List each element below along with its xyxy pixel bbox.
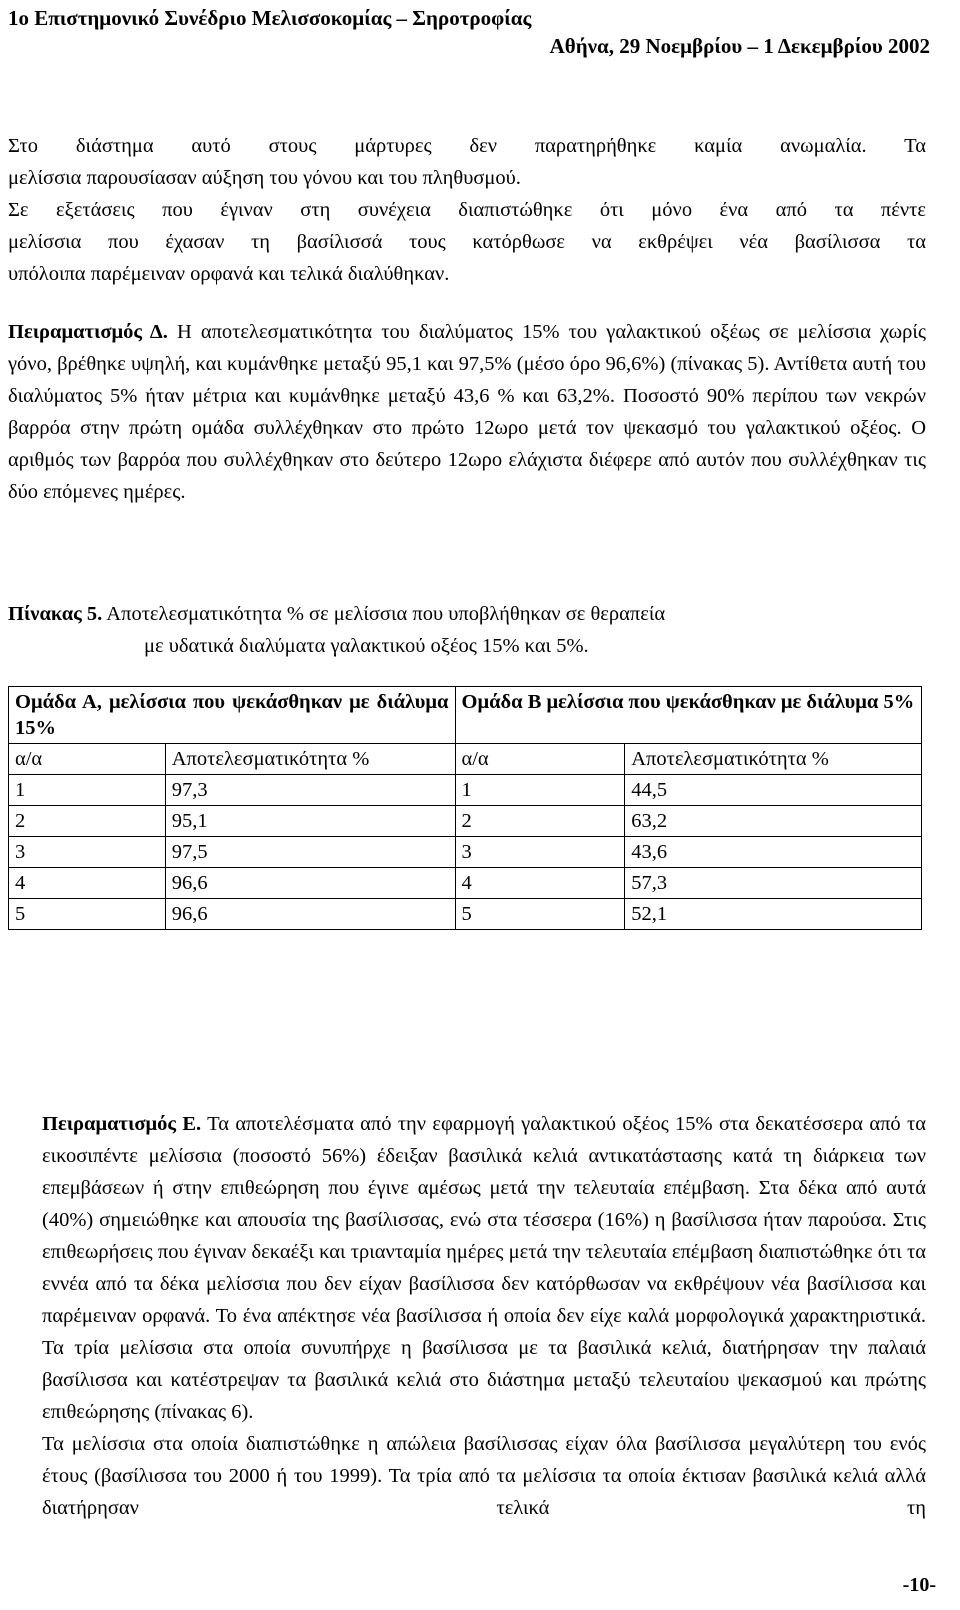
- col-header-num-a: α/α: [9, 744, 166, 775]
- results-table: [8, 686, 922, 930]
- experiment-d-text: Η αποτελεσματικότητα του διαλύματος 15% του γαλακτικού οξέως σε μελίσσια χωρίς γόνο, βρέθηκε υψηλή, και κυμάνθηκε μεταξύ 95,1 και 97,5% (μέσο όρο 96,6%) (πίνακας 5). Αντίθετα αυτή του διαλύματος 5% ήταν μέτρια και κυμάνθηκε μεταξύ 43,6 % και 63,2%. Ποσοστό 90% περίπου των νεκρών βαρρόα στην πρώτη ομάδα συλλέχθηκαν στο πρώτο 12ωρο μετά τον ψεκασμό του γαλακτικού οξέος. Ο αριθμός των βαρρόα που συλλέχθηκαν στο δεύτερο 12ωρο ελάχιστα διέφερε από αυτόν που συλλέχθηκαν τις δύο επόμενες ημέρες.: [8, 321, 927, 503]
- experiment-e-heading: Πειραματισμός Ε.: [42, 1113, 202, 1135]
- cell-b-val: 63,2: [625, 806, 922, 837]
- table-row: [9, 899, 922, 930]
- table-group-header-row: [9, 687, 922, 744]
- text-line: Στο διάστημα αυτό στους μάρτυρες δεν παρατηρήθηκε καμία ανωμαλία. Τα: [8, 135, 926, 157]
- table-row: [9, 775, 922, 806]
- table-row: [9, 806, 922, 837]
- header-conference-title: 1ο Επιστημονικό Συνέδριο Μελισσοκομίας – Σηροτροφίας: [8, 6, 532, 30]
- cell-a-num: 2: [9, 806, 166, 837]
- cell-b-val: 52,1: [625, 899, 922, 930]
- table-column-header-row: [9, 744, 922, 775]
- cell-b-val: 43,6: [625, 837, 922, 868]
- table-caption-line1: Αποτελεσματικότητα % σε μελίσσια που υποβλήθηκαν σε θεραπεία: [102, 603, 666, 625]
- cell-a-num: 5: [9, 899, 166, 930]
- group-b-header: Ομάδα Β μελίσσια που ψεκάσθηκαν με διάλυμα 5%: [455, 687, 922, 744]
- paragraph-experiment-e: [8, 1108, 926, 1524]
- cell-b-num: 3: [455, 837, 625, 868]
- cell-a-num: 1: [9, 775, 166, 806]
- cell-b-val: 44,5: [625, 775, 922, 806]
- cell-b-val: 57,3: [625, 868, 922, 899]
- cell-a-val: 97,5: [165, 837, 455, 868]
- col-header-num-b: α/α: [455, 744, 625, 775]
- cell-a-num: 3: [9, 837, 166, 868]
- text-line: υπόλοιπα παρέμειναν ορφανά και τελικά διαλύθηκαν.: [8, 263, 450, 285]
- group-a-header: Ομάδα Α, μελίσσια που ψεκάσθηκαν με διάλυμα 15%: [9, 687, 456, 744]
- cell-b-num: 1: [455, 775, 625, 806]
- cell-a-val: 95,1: [165, 806, 455, 837]
- table-row: [9, 868, 922, 899]
- text-line: μελίσσια παρουσίασαν αύξηση του γόνου και του πληθυσμού.: [8, 167, 521, 189]
- table-5-caption: [8, 598, 926, 662]
- text-line: Σε εξετάσεις που έγιναν στη συνέχεια διαπιστώθηκε ότι μόνο ένα από τα πέντε: [8, 199, 926, 221]
- table-caption-label: Πίνακας 5.: [8, 603, 103, 625]
- experiment-e-text-continued: Τα μελίσσια στα οποία διαπιστώθηκε η απώλεια βασίλισσας είχαν όλα βασίλισσα μεγαλύτερη του ενός έτους (βασίλισσα του 2000 ή του 1999). Τα τρία από τα μελίσσια τα οποία έκτισαν βασιλικά κελιά αλλά διατήρησαν τελικά τη: [42, 1433, 926, 1519]
- cell-a-val: 97,3: [165, 775, 455, 806]
- experiment-e-text: Τα αποτελέσματα από την εφαρμογή γαλακτικού οξέος 15% στα δεκατέσσερα από τα εικοσιπέντε μελίσσια (ποσοστό 56%) έδειξαν βασιλικά κελιά αντικατάστασης κατά τη διάρκεια των επεμβάσεων ή στην επιθεώρηση που έγινε αμέσως μετά την τελευταία επέμβαση. Στα δέκα από αυτά (40%) σημειώθηκε και απουσία της βασίλισσας, ενώ στα τέσσερα (16%) η βασίλισσα ήταν παρούσα. Στις επιθεωρήσεις που έγιναν δεκαέξι και τριανταμία ημέρες μετά την τελευταία επέμβαση διαπιστώθηκε ότι τα εννέα από τα δέκα μελίσσια που δεν είχαν βασίλισσα δεν κατόρθωσαν να εκθρέψουν νέα βασίλισσα και παρέμειναν ορφανά. Το ένα απέκτησε νέα βασίλισσα ή οποία δεν είχε καλά μορφολογικά χαρακτηριστικά. Τα τρία μελίσσια στα οποία συνυπήρχε η βασίλισσα με τα βασιλικά κελιά, διατήρησαν την παλαιά βασίλισσα και κατέστρεψαν τα βασιλικά κελιά στο διάστημα μεταξύ τελευταίου ψεκασμού και πρώτης επιθεώρησης (πίνακας 6).: [42, 1113, 927, 1423]
- header-location-date: Αθήνα, 29 Νοεμβρίου – 1 Δεκεμβρίου 2002: [549, 34, 930, 58]
- table-caption-line2: με υδατικά διαλύματα γαλακτικού οξέος 15% και 5%.: [144, 635, 589, 657]
- cell-a-num: 4: [9, 868, 166, 899]
- page-number: -10-: [902, 1574, 936, 1596]
- cell-b-num: 4: [455, 868, 625, 899]
- paragraph-observations: [8, 130, 926, 290]
- col-header-eff-a: Αποτελεσματικότητα %: [165, 744, 455, 775]
- cell-b-num: 2: [455, 806, 625, 837]
- running-header: [8, 4, 930, 60]
- table-row: [9, 837, 922, 868]
- text-line: μελίσσια που έχασαν τη βασίλισσά τους κατόρθωσε να εκθρέψει νέα βασίλισσα τα: [8, 231, 926, 253]
- paragraph-experiment-d: [8, 316, 926, 508]
- cell-a-val: 96,6: [165, 868, 455, 899]
- experiment-d-heading: Πειραματισμός Δ.: [8, 321, 168, 343]
- cell-b-num: 5: [455, 899, 625, 930]
- cell-a-val: 96,6: [165, 899, 455, 930]
- col-header-eff-b: Αποτελεσματικότητα %: [625, 744, 922, 775]
